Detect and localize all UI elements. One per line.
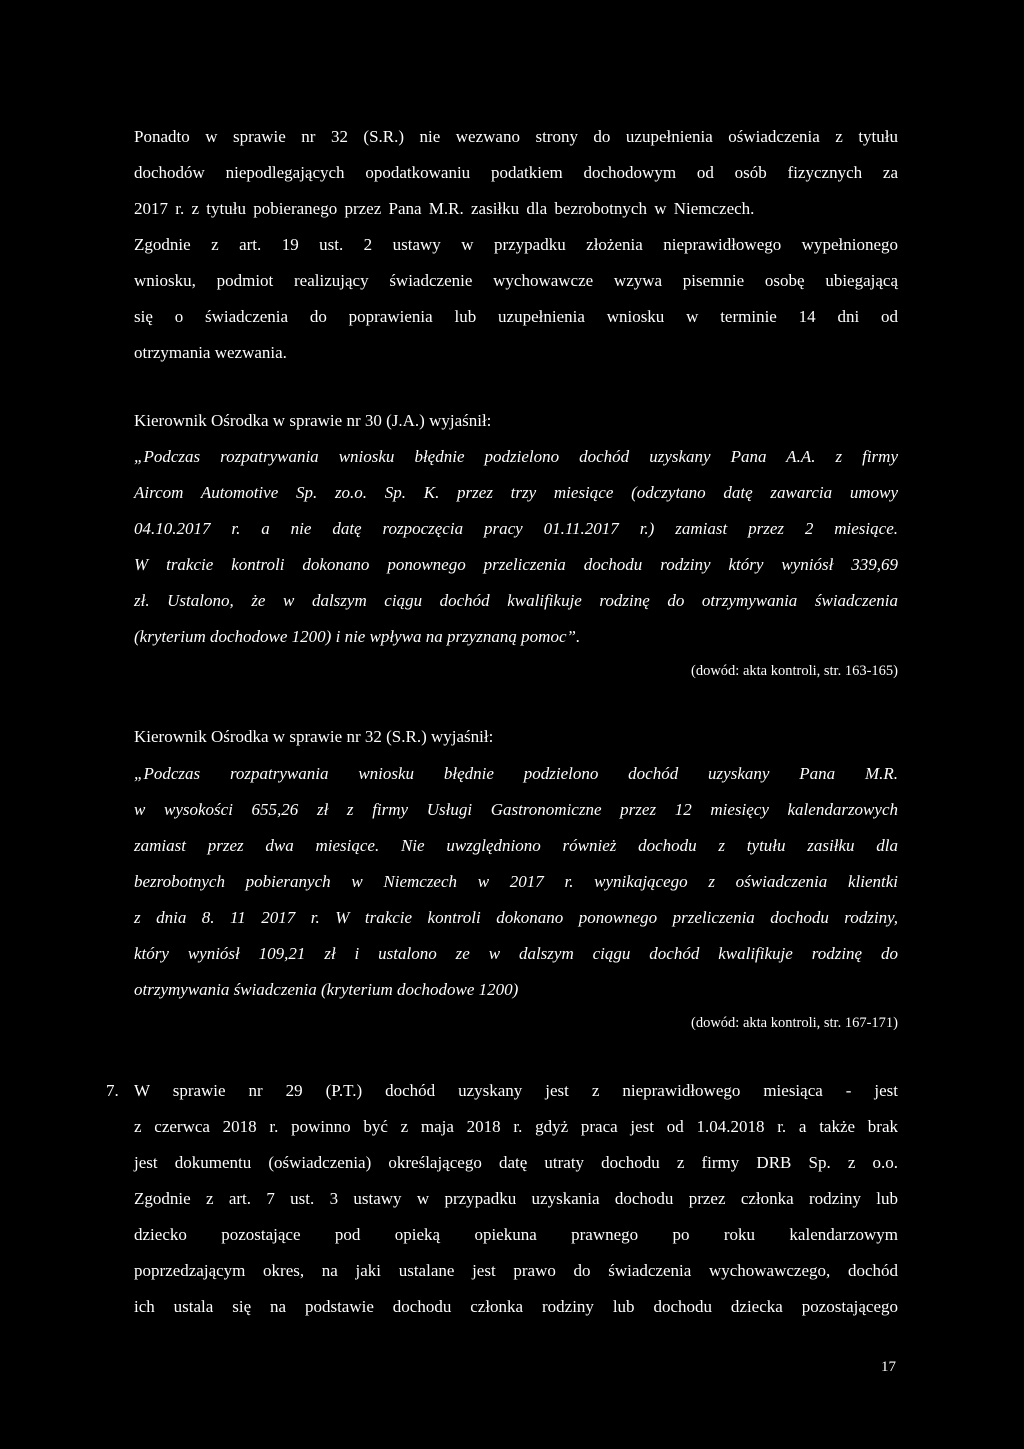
quote-line: „Podczas rozpatrywania wniosku błędnie podzielono dochód uzyskany Pana M.R. <box>134 764 898 783</box>
quote-line: bezrobotnych pobieranych w Niemczech w 2017 r. wynikającego z oświadczenia klientki <box>134 872 898 891</box>
text-line: 2017 r. z tytułu pobieranego przez Pana M.R. zasiłku dla bezrobotnych w Niemczech. <box>134 199 755 218</box>
statement-intro: Kierownik Ośrodka w sprawie nr 30 (J.A.) wyjaśnił: <box>134 411 492 430</box>
quote-line: w wysokości 655,26 zł z firmy Usługi Gastronomiczne przez 12 miesięcy kalendarzowych <box>134 800 898 819</box>
quote-line: (kryterium dochodowe 1200) i nie wpływa na przyznaną pomoc”. <box>134 627 581 646</box>
text-line: poprzedzającym okres, na jaki ustalane jest prawo do świadczenia wychowawczego, dochód <box>134 1261 898 1280</box>
quote-line: który wyniósł 109,21 zł i ustalono ze w dalszym ciągu dochód kwalifikuje rodzinę do <box>134 944 898 963</box>
statement-intro: Kierownik Ośrodka w sprawie nr 32 (S.R.) wyjaśnił: <box>134 727 494 746</box>
text-line: Zgodnie z art. 19 ust. 2 ustawy w przypadku złożenia nieprawidłowego wypełnionego <box>134 235 898 254</box>
quote-line: otrzymywania świadczenia (kryterium dochodowe 1200) <box>134 980 519 999</box>
quote-line: „Podczas rozpatrywania wniosku błędnie podzielono dochód uzyskany Pana A.A. z firmy <box>134 447 898 466</box>
quote-line: W trakcie kontroli dokonano ponownego przeliczenia dochodu rodziny który wyniósł 339,69 <box>134 555 898 574</box>
quote-line: z dnia 8. 11 2017 r. W trakcie kontroli dokonano ponownego przeliczenia dochodu rodziny, <box>134 908 898 927</box>
text-line: dochodów niepodlegających opodatkowaniu podatkiem dochodowym od osób fizycznych za <box>134 163 898 182</box>
text-line: Zgodnie z art. 7 ust. 3 ustawy w przypadku uzyskania dochodu przez członka rodziny lub <box>134 1189 898 1208</box>
quote-line: zł. Ustalono, że w dalszym ciągu dochód kwalifikuje rodzinę do otrzymywania świadczenia <box>134 591 898 610</box>
quote-line: zamiast przez dwa miesiące. Nie uwzględniono również dochodu z tytułu zasiłku dla <box>134 836 898 855</box>
text-line: Ponadto w sprawie nr 32 (S.R.) nie wezwano strony do uzupełnienia oświadczenia z tytułu <box>134 127 898 146</box>
quote-line: 04.10.2017 r. a nie datę rozpoczęcia pracy 01.11.2017 r.) zamiast przez 2 miesiące. <box>134 519 898 538</box>
text-line: ich ustala się na podstawie dochodu członka rodziny lub dochodu dziecka pozostającego <box>134 1297 898 1316</box>
item-number: 7. <box>106 1081 119 1100</box>
page-number: 17 <box>881 1359 896 1375</box>
evidence-reference: (dowód: akta kontroli, str. 163-165) <box>690 663 898 679</box>
text-line: otrzymania wezwania. <box>134 343 287 362</box>
evidence-reference: (dowód: akta kontroli, str. 167-171) <box>690 1015 898 1031</box>
text-line: z czerwca 2018 r. powinno być z maja 2018 r. gdyż praca jest od 1.04.2018 r. a także brak <box>134 1117 898 1136</box>
text-line: jest dokumentu (oświadczenia) określającego datę utraty dochodu z firmy DRB Sp. z o.o. <box>134 1153 898 1172</box>
text-line: dziecko pozostające pod opieką opiekuna prawnego po roku kalendarzowym <box>134 1225 898 1244</box>
text-line: się o świadczenia do poprawienia lub uzupełnienia wniosku w terminie 14 dni od <box>134 307 898 326</box>
text-line: wniosku, podmiot realizujący świadczenie wychowawcze wzywa pisemnie osobę ubiegającą <box>134 271 898 290</box>
quote-line: Aircom Automotive Sp. zo.o. Sp. K. przez trzy miesiące (odczytano datę zawarcia umowy <box>134 483 898 502</box>
text-line: W sprawie nr 29 (P.T.) dochód uzyskany jest z nieprawidłowego miesiąca - jest <box>134 1081 898 1100</box>
